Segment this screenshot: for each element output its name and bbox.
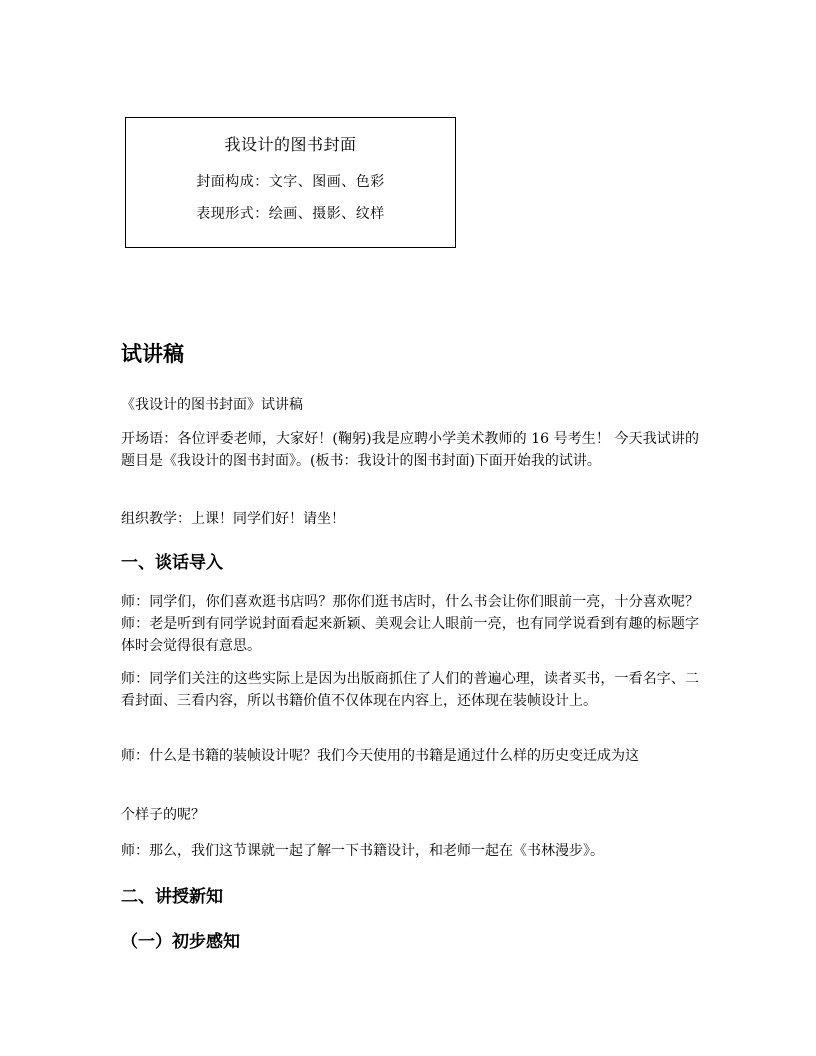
- board-line-composition: 封面构成：文字、图画、色彩: [196, 174, 385, 190]
- paragraph-intro-1: 师：同学们，你们喜欢逛书店吗？那你们逛书店时，什么书会让你们眼前一亮，十分喜欢呢？师：老是听到有同学说封面看起来新颖、美观会让人眼前一亮，也有同学说看到有趣的标题字体时会觉得很有意思。: [121, 594, 699, 654]
- paragraph-intro-2: 师：同学们关注的这些实际上是因为出版商抓住了人们的普遍心理，读者买书，一看名字、二看封面、三看内容，所以书籍价值不仅体现在内容上，还体现在装帧设计上。: [121, 671, 699, 709]
- section-heading-intro: 一、谈话导入: [121, 553, 223, 573]
- paragraph-title: 《我设计的图书封面》试讲稿: [121, 397, 303, 413]
- section-heading-new: 二、讲授新知: [121, 887, 223, 907]
- paragraph-intro-3: 师：什么是书籍的装帧设计呢？我们今天使用的书籍是通过什么样的历史变迁成为这: [121, 748, 639, 764]
- paragraph-organize: 组织教学：上课！同学们好！请坐！: [121, 511, 345, 527]
- paragraph-intro-4: 个样子的呢？: [121, 807, 205, 823]
- board-title: 我设计的图书封面: [224, 135, 357, 154]
- paragraph-intro-5: 师：那么，我们这节课就一起了解一下书籍设计，和老师一起在《书林漫步》。: [121, 843, 604, 859]
- board-summary-box: [125, 117, 456, 248]
- board-line-forms: 表现形式：绘画、摄影、纹样: [196, 206, 385, 222]
- paragraph-opening: 开场语：各位评委老师，大家好！(鞠躬)我是应聘小学美术教师的 16 号考生！ 今天我试讲的题目是《我设计的图书封面》。(板书：我设计的图书封面)下面开始我的试讲。: [121, 431, 699, 469]
- main-heading: 试讲稿: [121, 342, 184, 366]
- subsection-heading-perception: （一）初步感知: [121, 932, 240, 952]
